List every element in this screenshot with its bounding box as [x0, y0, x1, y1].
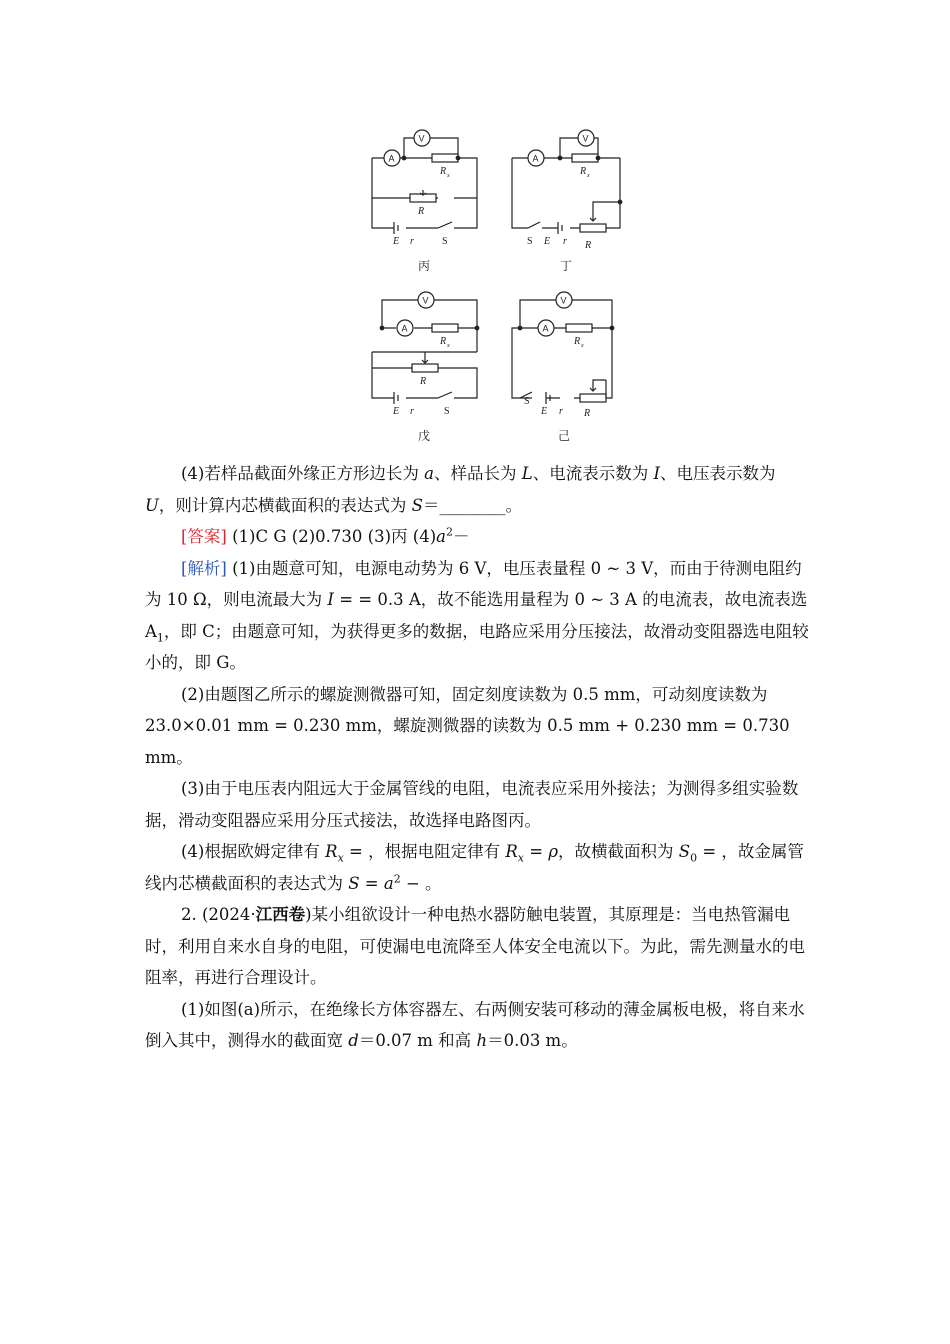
sub-0: 0	[690, 851, 698, 865]
var-d: d	[348, 1031, 359, 1050]
rx-sub: x	[587, 173, 590, 179]
var-I: I	[653, 464, 660, 483]
node-dot	[402, 156, 406, 160]
question-text-block	[145, 458, 810, 1057]
answer-tail: －	[452, 527, 470, 546]
q21-text: ＝0.07 m 和高	[358, 1031, 477, 1050]
var-a: a	[383, 873, 394, 893]
emf-label: E	[393, 406, 400, 417]
q21-text: ＝0.03 m。	[487, 1031, 578, 1050]
node-dot	[456, 156, 460, 160]
q4-text: (4)若样品截面外缘正方形边长为	[181, 464, 425, 483]
caption-wu: 戊	[418, 429, 431, 443]
r-label: R	[584, 408, 591, 419]
var-U: U	[145, 495, 159, 515]
analysis-text: (4)根据欧姆定律有	[181, 842, 326, 861]
answer	[145, 521, 810, 553]
var-a: a	[424, 464, 434, 483]
var-S: S	[411, 495, 423, 515]
q2-source: 江西卷	[255, 905, 306, 924]
var-rho: ρ	[548, 842, 559, 861]
analysis-text: = ，根据电阻定律有	[343, 842, 506, 861]
node-dot	[610, 326, 614, 330]
q2-body: )某小组欲设计一种电热水器防触电装置，其原理是：当电热管漏电时，利用自来水自身的电阻，可使漏电电流降至人体安全电流以下。为此，需先测量水的电阻率，再进行合理设计。	[145, 905, 805, 987]
analysis-text: =	[359, 873, 384, 893]
analysis-tag: [解析]	[181, 558, 227, 578]
caption-ji: 己	[558, 429, 571, 443]
circuit-ding	[512, 130, 620, 234]
rx-label: R	[574, 336, 581, 347]
answer-sup: 2	[445, 525, 453, 539]
ammeter-label: A	[388, 153, 395, 164]
voltmeter-label: V	[418, 133, 425, 144]
node-dot	[558, 156, 562, 160]
ammeter-label: A	[542, 323, 549, 334]
analysis-text: = ，故金属管线内芯横截面积的表达式为	[145, 842, 804, 893]
rx-label: R	[580, 166, 587, 177]
var-R: R	[325, 842, 338, 861]
caption-bing: 丙	[418, 259, 431, 273]
var-I: I	[327, 590, 334, 609]
internal-r-label: r	[559, 406, 563, 417]
analysis-text: =	[524, 842, 549, 861]
r-label: R	[420, 376, 427, 387]
analysis-text: ，即 C；由题意可知，为获得更多的数据，电路应采用分压接法，故滑动变阻器选电阻较小的，即 G。	[145, 621, 809, 672]
emf-label: E	[544, 236, 551, 247]
var-S: S	[678, 842, 691, 861]
circuit-diagrams-svg	[360, 120, 630, 450]
rx-sub: x	[581, 343, 584, 349]
node-dot	[475, 326, 479, 330]
switch-label: S	[444, 406, 450, 417]
ammeter-label: A	[401, 323, 408, 334]
var-L: L	[521, 464, 533, 483]
r-label: R	[585, 240, 592, 251]
ammeter-label: A	[532, 153, 539, 164]
node-dot	[596, 156, 600, 160]
internal-r-label: r	[410, 406, 414, 417]
internal-r-label: r	[563, 236, 567, 247]
rx-sub: x	[447, 173, 450, 179]
analysis-2: (2)由题图乙所示的螺旋测微器可知，固定刻度读数为 0.5 mm，可动刻度读数为 23.0×0.01 mm = 0.230 mm，螺旋测微器的读数为 0.5 mm + 0.230 mm = 0.730 mm。	[145, 684, 790, 767]
question-4	[145, 458, 810, 521]
emf-label: E	[393, 236, 400, 247]
caption-ding: 丁	[560, 259, 573, 273]
node-dot	[380, 326, 384, 330]
sub-x: x	[337, 851, 344, 865]
rx-label: R	[440, 336, 447, 347]
q4-text: ＝________。	[422, 495, 522, 515]
r-label: R	[418, 206, 425, 217]
q4-text: 、电流表示数为	[532, 464, 654, 483]
analysis-4	[145, 836, 810, 899]
analysis-text: (1)由题意可知，电源电动势为 6 V，电压表量程 0 ~ 3 V，而由于待测电阻约为 10 Ω，则电流最大为	[145, 558, 802, 609]
var-S: S	[348, 873, 360, 893]
node-dot	[618, 200, 622, 204]
node-dot	[518, 326, 522, 330]
rx-sub: x	[447, 343, 450, 349]
answer-text: (1)C G (2)0.730 (3)丙 (4)	[226, 527, 437, 546]
analysis-text: ，故横截面积为	[558, 842, 679, 861]
question-2	[145, 899, 810, 994]
q4-text: ，则计算内芯横截面积的表达式为	[158, 495, 412, 515]
analysis-text: − 。	[400, 873, 442, 893]
rx-label: R	[440, 166, 447, 177]
q2-lead: 2. (2024·	[181, 905, 256, 924]
q4-text: 、样品长为	[433, 464, 522, 483]
voltmeter-label: V	[422, 295, 429, 306]
q21-text: (1)如图(a)所示，在绝缘长方体容器左、右两侧安装可移动的薄金属板电极，将自来水倒入其中，测得水的截面宽	[145, 999, 805, 1050]
sub-x: x	[517, 851, 524, 865]
answer-tag: [答案]	[181, 527, 227, 546]
analysis-1	[145, 553, 810, 679]
var-R: R	[505, 842, 518, 861]
q4-text: 、电压表示数为	[659, 464, 776, 483]
question-2-1	[145, 994, 810, 1057]
switch-label: S	[442, 236, 448, 247]
internal-r-label: r	[410, 236, 414, 247]
voltmeter-label: V	[582, 133, 589, 144]
analysis-3: (3)由于电压表内阻远大于金属管线的电阻，电流表应采用外接法；为测得多组实验数据，滑动变阻器应采用分压式接法，故选择电路图丙。	[145, 779, 799, 830]
switch-label: S	[524, 396, 530, 407]
var-h: h	[476, 1031, 488, 1050]
circuit-wu	[372, 292, 477, 404]
switch-label: S	[527, 236, 533, 247]
circuit-figures	[360, 120, 630, 450]
voltmeter-label: V	[560, 295, 567, 306]
sub-1: 1	[156, 630, 164, 644]
sup-2: 2	[393, 872, 401, 885]
circuit-bing	[372, 130, 477, 234]
emf-label: E	[541, 406, 548, 417]
circuit-ji	[512, 292, 612, 404]
analysis-text: = = 0.3 A，故不能选用量程为 0 ~ 3 A 的电流表，故电流表选 A	[145, 590, 808, 641]
answer-var-a: a	[436, 527, 446, 546]
